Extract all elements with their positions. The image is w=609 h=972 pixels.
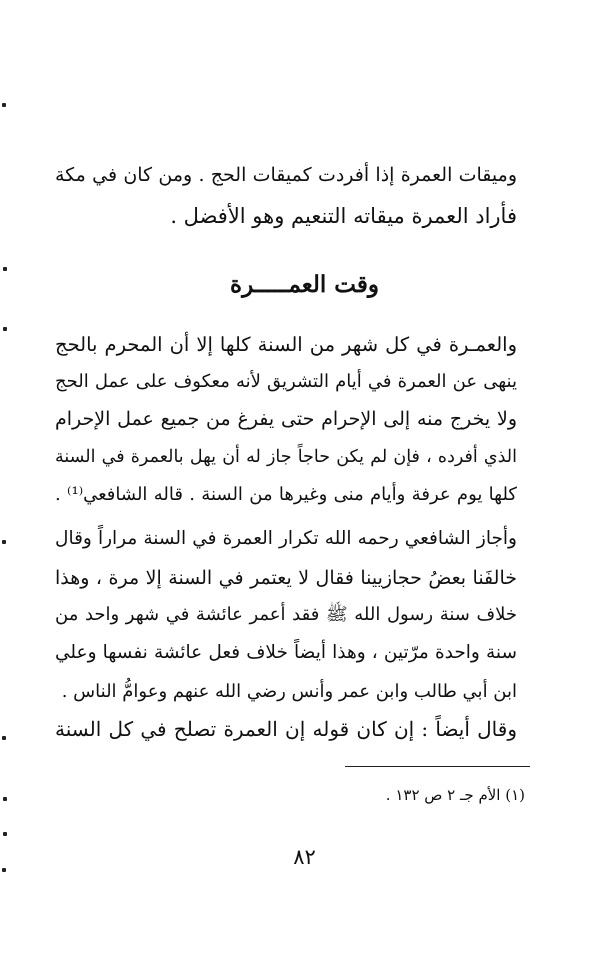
footnote-divider (345, 766, 530, 767)
text-line: وميقات العمرة إذا أفردت كميقات الحج . ومن كان في مكة (55, 164, 517, 186)
margin-mark (2, 103, 6, 107)
text-line: وأجاز الشافعي رحمه الله تكرار العمرة في السنة مراراً وقال (55, 528, 517, 549)
margin-mark (3, 797, 7, 801)
text-line: الذي أفرده ، فإن لم يكن حاجاً جاز له أن يهل بالعمرة في السنة (55, 447, 517, 467)
margin-mark (2, 540, 6, 544)
margin-mark (3, 327, 7, 331)
section-heading: وقت العمـــــرة (230, 271, 379, 298)
footnote: (١) الأم جـ ٢ ص ١٣٢ . (385, 786, 525, 804)
text-line: خلاف سنة رسول الله ﷺ فقد أعمر عائشة في شهر واحد من (55, 604, 517, 625)
text-line: كلها يوم عرفة وأيام منى وغيرها من السنة . قاله الشافعي⁽¹⁾ . (55, 484, 517, 505)
text-line: ينهى عن العمرة في أيام التشريق لأنه معكوف على عمل الحج (55, 371, 517, 392)
text-line: سنة واحدة مرّتين ، وهذا أيضاً خلاف فعل عائشة نفسها وعلي (55, 642, 517, 663)
margin-mark (3, 832, 7, 836)
text-line: ولا يخرج منه إلى الإحرام حتى يفرغ من جميع عمل الإحرام (55, 408, 517, 430)
page-number: ٨٢ (293, 845, 316, 869)
margin-mark (2, 736, 6, 740)
text-line: وقال أيضاً : إن كان قوله إن العمرة تصلح في كل السنة (55, 717, 517, 741)
text-line: والعمـرة في كل شهر من السنة كلها إلا أن المحرم بالحج (55, 333, 517, 356)
text-line: خالفَنا بعضُ حجازيينا فقال لا يعتمر في السنة إلا مرة ، وهذا (55, 567, 517, 589)
text-line: ابن أبي طالب وابن عمر وأنس رضي الله عنهم وعوامُّ الناس . (61, 681, 517, 702)
text-line: فأراد العمرة ميقاته التنعيم وهو الأفضل . (170, 204, 517, 228)
